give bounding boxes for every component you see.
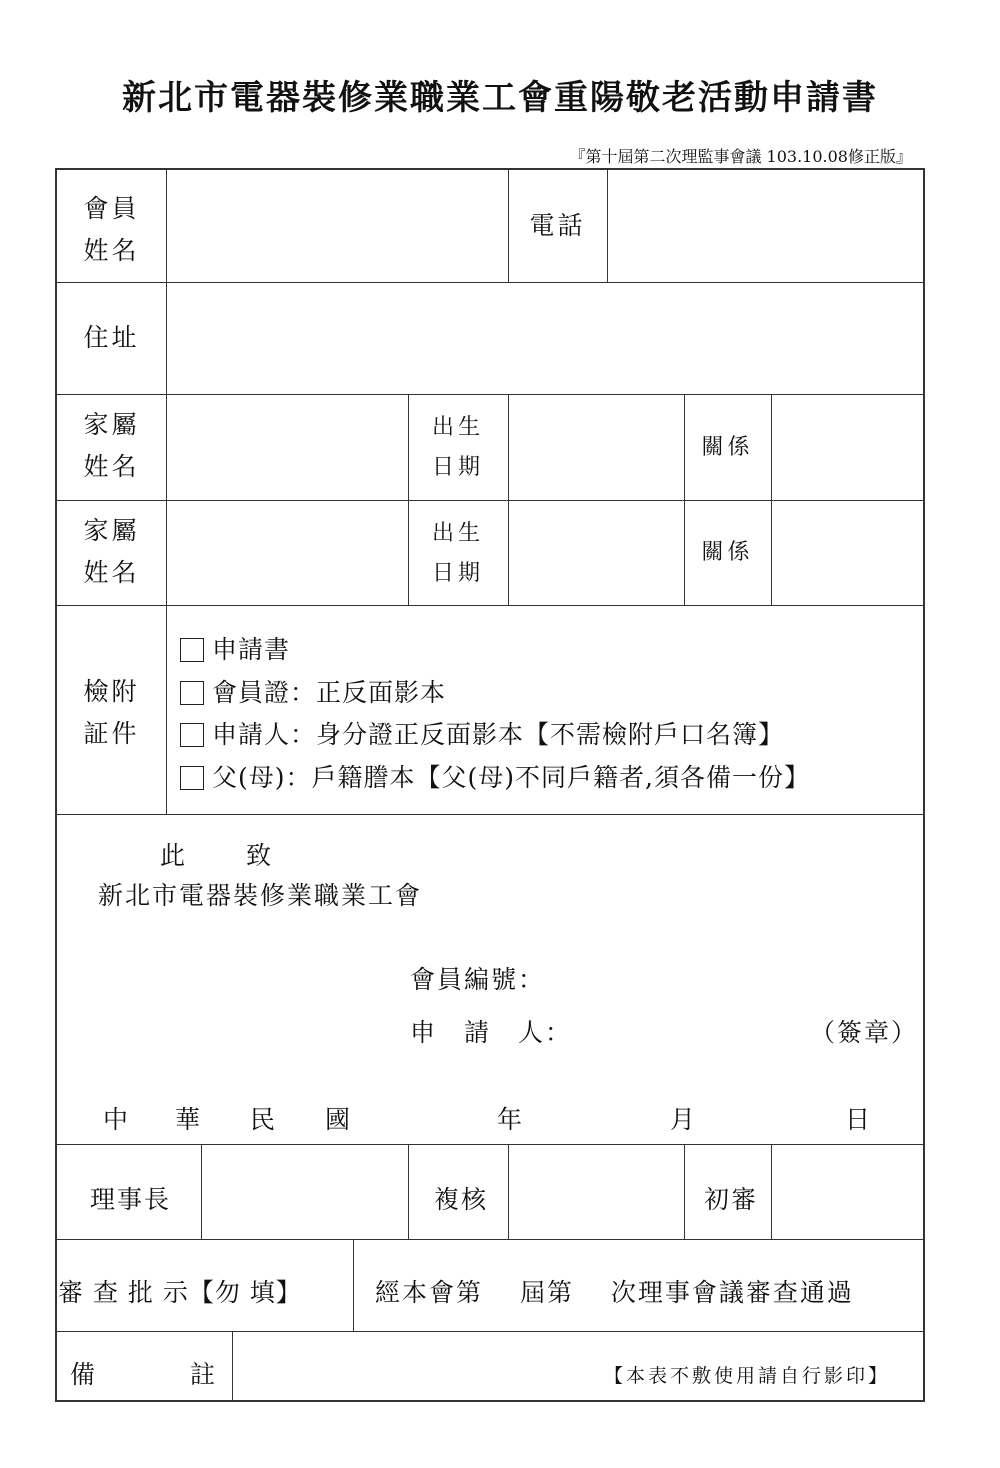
member-number-field[interactable] [560, 958, 904, 998]
date-day-label: 日 [845, 1105, 873, 1134]
letter-ci: 此 [160, 841, 188, 870]
first-review-field[interactable] [772, 1146, 924, 1238]
checkbox[interactable] [180, 766, 204, 790]
remarks-label-left: 備 [70, 1360, 98, 1389]
chairman-field[interactable] [203, 1146, 407, 1238]
checkbox[interactable] [180, 638, 204, 662]
letter-zhi: 致 [246, 841, 274, 870]
relation-field-2[interactable] [774, 504, 924, 604]
date-char: 國 [325, 1105, 353, 1134]
recheck-label: 複核 [434, 1185, 489, 1214]
version-note: 『第十屆第二次理監事會議 103.10.08修正版』 [569, 147, 912, 166]
remarks-field[interactable] [235, 1336, 599, 1398]
birth-date-label-2: 出生 日期 [431, 521, 484, 586]
family-name-field-2[interactable] [169, 504, 409, 604]
attachment-item[interactable]: 會員證：正反面影本 [180, 673, 446, 713]
date-char: 華 [175, 1105, 203, 1134]
attachment-item[interactable]: 申請書 [180, 630, 290, 670]
family-name-label-2: 家屬 姓名 [83, 516, 140, 587]
birth-date-field-1[interactable] [511, 398, 685, 498]
signature-seal-label: （簽章） [810, 1018, 919, 1047]
address-label: 住址 [83, 323, 140, 352]
attachments-label: 檢附 証件 [83, 677, 140, 748]
recheck-field[interactable] [509, 1146, 685, 1238]
relation-label-2: 關係 [701, 540, 754, 565]
date-char: 中 [103, 1105, 131, 1134]
family-name-field-1[interactable] [169, 398, 409, 498]
form-title: 新北市電器裝修業職業工會重陽敬老活動申請書 [122, 78, 878, 118]
checkbox[interactable] [180, 681, 204, 705]
member-name-label: 會員 姓名 [83, 194, 140, 265]
address-field[interactable] [169, 286, 923, 392]
attachment-item[interactable]: 父(母)：戶籍謄本【父(母)不同戶籍者,須各備一份】 [180, 758, 810, 798]
date-year-label: 年 [497, 1105, 525, 1134]
date-month-label: 月 [670, 1105, 698, 1134]
birth-date-field-2[interactable] [511, 504, 685, 604]
applicant-label: 申 請 人： [410, 1018, 573, 1047]
remarks-label-right: 註 [190, 1360, 218, 1389]
relation-label-1: 關係 [701, 435, 754, 460]
phone-field[interactable] [610, 174, 924, 280]
letter-recipient: 新北市電器裝修業職業工會 [98, 881, 423, 910]
approval-text: 經本會第 屆第 次理事會議審查通過 [375, 1278, 854, 1307]
applicant-field[interactable] [560, 1011, 804, 1051]
date-char: 民 [250, 1105, 278, 1134]
phone-label: 電話 [529, 211, 586, 240]
birth-date-label-1: 出生 日期 [431, 415, 484, 480]
relation-field-1[interactable] [774, 398, 924, 498]
first-review-label: 初審 [704, 1185, 759, 1214]
attachment-item[interactable]: 申請人：身分證正反面影本【不需檢附戶口名簿】 [180, 715, 784, 755]
chairman-label: 理事長 [90, 1185, 172, 1214]
checkbox[interactable] [180, 723, 204, 747]
photocopy-note: 【本表不敷使用請自行影印】 [604, 1365, 891, 1387]
member-name-field[interactable] [169, 174, 509, 280]
family-name-label-1: 家屬 姓名 [83, 410, 140, 481]
approval-label: 審 查 批 示【勿 填】 [58, 1278, 302, 1307]
member-number-label: 會員編號： [410, 965, 546, 994]
